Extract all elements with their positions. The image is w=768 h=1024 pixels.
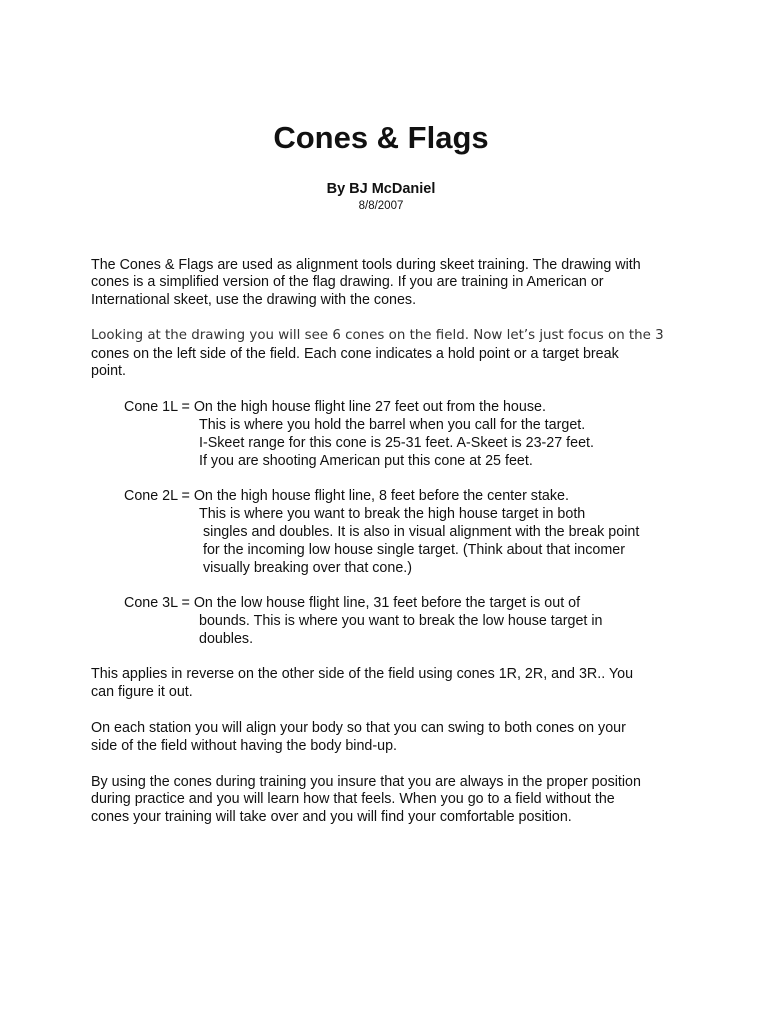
cone-1l-definition: Cone 1L = On the high house flight line 27 feet out from the house. <box>124 399 546 415</box>
cone-1l-detail: If you are shooting American put this cone at 25 feet. <box>199 453 533 469</box>
looking-line: cones on the left side of the field. Each cone indicates a hold point or a target break <box>91 346 619 362</box>
cone-1l-detail: This is where you hold the barrel when you call for the target. <box>199 417 586 433</box>
reverse-line: can figure it out. <box>91 684 193 700</box>
author-byline: By BJ McDaniel <box>326 181 436 197</box>
station-line: side of the field without having the body bind-up. <box>91 738 398 754</box>
cone-2l-detail: visually breaking over that cone.) <box>203 560 413 576</box>
looking-line: Looking at the drawing you will see 6 cones on the field. Now let’s just focus on the 3 <box>91 328 664 343</box>
cone-2l-detail: for the incoming low house single target. (Think about that incomer <box>203 542 625 558</box>
intro-line: The Cones & Flags are used as alignment tools during skeet training. The drawing with <box>91 257 641 273</box>
training-line: By using the cones during training you insure that you are always in the proper position <box>91 774 641 790</box>
document-title: Cones & Flags <box>273 120 489 155</box>
document-date: 8/8/2007 <box>358 200 404 212</box>
intro-line: cones is a simplified version of the flag drawing. If you are training in American or <box>91 274 604 290</box>
station-line: On each station you will align your body so that you can swing to both cones on your <box>91 720 626 736</box>
looking-line: point. <box>91 363 126 379</box>
training-line: cones your training will take over and you will find your comfortable position. <box>91 809 572 825</box>
cone-3l-detail: bounds. This is where you want to break the low house target in <box>199 613 603 629</box>
cone-3l-detail: doubles. <box>199 631 254 647</box>
intro-line: International skeet, use the drawing with the cones. <box>91 292 417 308</box>
cone-1l-detail: I-Skeet range for this cone is 25-31 feet. A-Skeet is 23-27 feet. <box>199 435 594 451</box>
cone-3l-definition: Cone 3L = On the low house flight line, 31 feet before the target is out of <box>124 595 581 611</box>
training-line: during practice and you will learn how that feels. When you go to a field without the <box>91 791 615 807</box>
cone-2l-definition: Cone 2L = On the high house flight line, 8 feet before the center stake. <box>124 488 569 504</box>
cone-2l-detail: singles and doubles. It is also in visual alignment with the break point <box>203 524 640 540</box>
reverse-line: This applies in reverse on the other side of the field using cones 1R, 2R, and 3R.. You <box>91 666 634 682</box>
cone-2l-detail: This is where you want to break the high house target in both <box>199 506 586 522</box>
